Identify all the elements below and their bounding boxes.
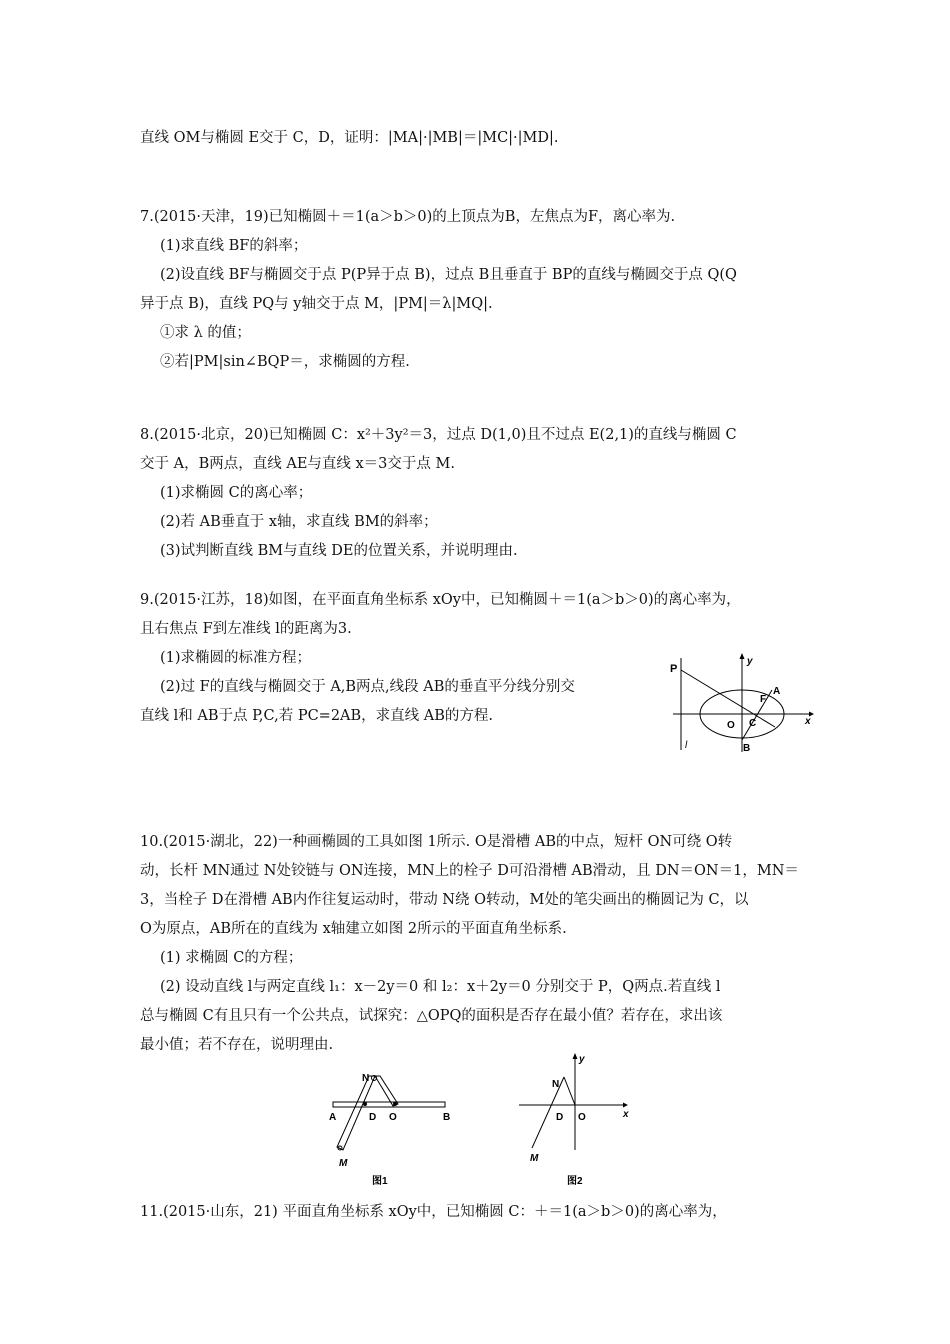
y-axis-arrow <box>740 653 745 659</box>
figure2-caption: 图2 <box>567 1176 583 1187</box>
label-B: B <box>443 1112 451 1123</box>
x-axis-arrow <box>623 1103 628 1108</box>
slide-groove-ab <box>333 1102 445 1107</box>
label-y: y <box>747 656 753 667</box>
label-M: M <box>339 1158 348 1169</box>
label-y: y <box>579 1054 585 1065</box>
problem10-part2-line2: 总与椭圆 C有且只有一个公共点，试探究：△OPQ的面积是否存在最小值？若存在，求出该 <box>140 1008 723 1024</box>
figure1-caption: 图1 <box>372 1176 388 1187</box>
label-O: O <box>727 720 735 731</box>
label-A: A <box>773 686 781 697</box>
chord-ab <box>742 690 772 740</box>
label-O: O <box>578 1112 586 1123</box>
label-x: x <box>623 1109 629 1120</box>
label-D: D <box>556 1112 564 1123</box>
label-P: P <box>670 663 678 675</box>
problem11-heading: 11.(2015·山东，21) 平面直角坐标系 xOy中，已知椭圆 C：＋＝1(a＞b＞0)的离心率为， <box>140 1204 727 1220</box>
problem9-part1: (1)求椭圆的标准方程； <box>160 650 312 666</box>
problem8-heading-cont: 交于 A，B两点，直线 AE与直线 x＝3交于点 M. <box>140 456 455 472</box>
problem10-part1: (1) 求椭圆 C的方程； <box>160 950 303 966</box>
problem10-part2-line3: 最小值；若不存在，说明理由. <box>140 1037 334 1053</box>
problem6-ending: 直线 OM与椭圆 E交于 C，D，证明：|MA|·|MB|＝|MC|·|MD|. <box>140 130 559 146</box>
problem9-part2-line1: (2)过 F的直线与椭圆交于 A,B两点,线段 AB的垂直平分线分别交 <box>160 679 575 695</box>
problem9-part2-line2: 直线 l和 AB于点 P,C,若 PC=2AB，求直线 AB的方程. <box>140 708 494 724</box>
problem8-part3: (3)试判断直线 BM与直线 DE的位置关系，并说明理由. <box>160 543 518 559</box>
label-N: N <box>362 1073 370 1084</box>
problem7-subpart2: ②若|PM|sin∠BQP＝，求椭圆的方程. <box>160 354 410 370</box>
label-M: M <box>530 1153 539 1164</box>
problem10-line4: O为原点，AB所在的直线为 x轴建立如图 2所示的平面直角坐标系. <box>140 921 567 937</box>
problem9-heading: 9.(2015·江苏，18)如图，在平面直角坐标系 xOy中，已知椭圆＋＝1(a＞b＞0)的离心率为， <box>140 592 741 608</box>
problem7-heading: 7.(2015·天津，19)已知椭圆＋＝1(a＞b＞0)的上顶点为B，左焦点为F，离心率为. <box>140 209 676 225</box>
problem10-line1: 10.(2015·湖北，22)一种画椭圆的工具如图 1所示. O是滑槽 AB的中点，短杆 ON可绕 O转 <box>140 834 733 850</box>
label-O: O <box>389 1112 397 1123</box>
problem7-part2-line2: 异于点 B)，直线 PQ与 y轴交于点 M，|PM|＝λ|MQ|. <box>140 296 493 312</box>
problem10-figure2 <box>515 1050 635 1192</box>
y-axis-arrow <box>573 1053 578 1059</box>
problem10-part2-line1: (2) 设动直线 l与两定直线 l₁：x－2y＝0 和 l₂：x＋2y＝0 分别交于 P，Q两点.若直线 l <box>160 979 721 995</box>
label-l: l <box>685 740 688 751</box>
pivot-o <box>393 1102 397 1106</box>
problem8-part1: (1)求椭圆 C的离心率； <box>160 485 313 501</box>
problem7-subpart1: ①求 λ 的值； <box>160 325 251 341</box>
label-C: C <box>749 718 757 729</box>
problem10-figure1 <box>325 1068 465 1192</box>
problem9-figure <box>665 650 815 755</box>
problem10-line3: 3，当栓子 D在滑槽 AB内作往复运动时，带动 N绕 O转动，M处的笔尖画出的椭圆记为 C，以 <box>140 892 749 908</box>
problem9-heading-cont: 且右焦点 F到左准线 l的距离为3. <box>140 621 352 637</box>
problem7-part2-line1: (2)设直线 BF与椭圆交于点 P(P异于点 B)，过点 B且垂直于 BP的直线与椭圆交于点 Q(Q <box>160 267 737 283</box>
label-x: x <box>805 716 811 727</box>
problem8-part2: (2)若 AB垂直于 x轴，求直线 BM的斜率； <box>160 514 438 530</box>
label-D: D <box>369 1112 377 1123</box>
label-N: N <box>552 1079 560 1090</box>
peg-d <box>363 1102 367 1106</box>
problem8-heading: 8.(2015·北京，20)已知椭圆 C：x²＋3y²＝3，过点 D(1,0)且不过点 E(2,1)的直线与椭圆 C <box>140 427 737 443</box>
problem10-line2: 动，长杆 MN通过 N处铰链与 ON连接，MN上的栓子 D可沿滑槽 AB滑动，且 DN＝ON＝1，MN＝ <box>140 863 799 879</box>
problem7-part1: (1)求直线 BF的斜率； <box>160 238 308 254</box>
label-F: F <box>760 694 767 705</box>
label-B: B <box>743 743 751 754</box>
rod-no <box>564 1077 575 1105</box>
label-A: A <box>329 1112 337 1123</box>
